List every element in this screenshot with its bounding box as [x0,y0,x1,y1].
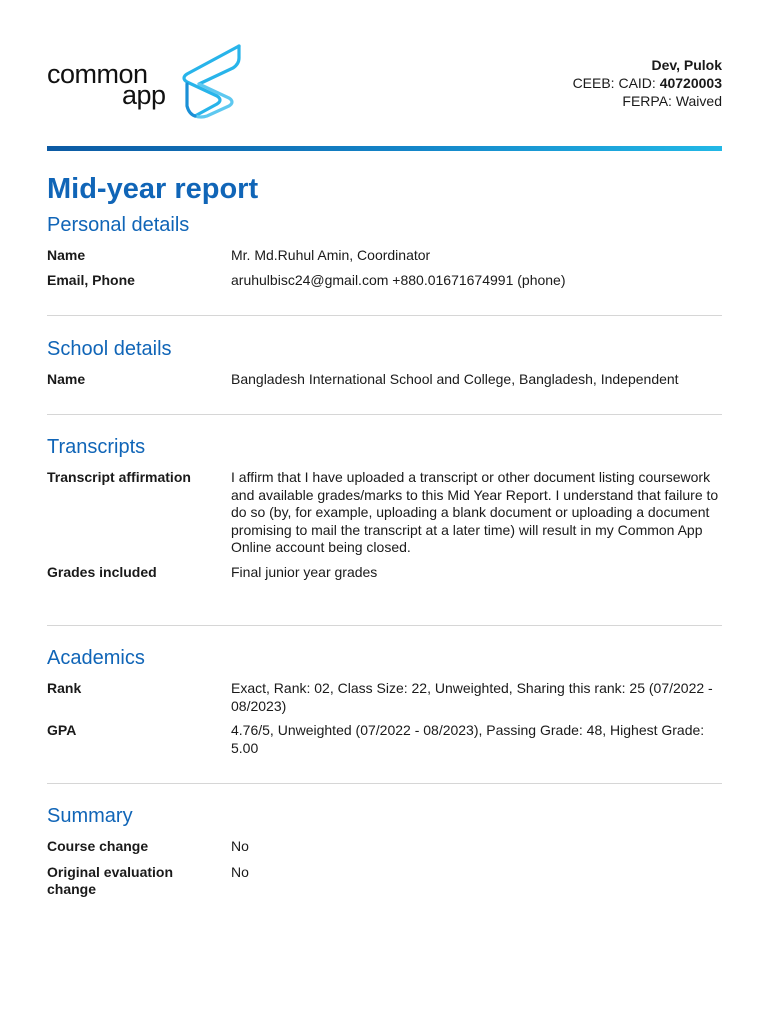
section-divider [47,414,722,415]
personal-details-section [47,213,722,289]
ferpa-status: FERPA: Waived [622,93,722,109]
field-row-gpa [47,722,722,757]
field-row-name [47,247,722,265]
ceeb-caid-line [573,74,722,92]
field-row-email-phone [47,272,722,290]
academics-section [47,646,722,757]
field-value: No [231,863,249,880]
field-label: GPA [47,722,77,738]
school-details-section [47,337,722,389]
field-row-school-name [47,371,722,389]
section-divider [47,625,722,626]
section-divider [47,783,722,784]
report-page [47,0,722,897]
field-row-transcript-affirmation [47,469,722,557]
field-row-grades-included [47,564,722,582]
summary-section [47,804,722,899]
field-value: Final junior year grades [231,563,378,580]
field-value: 4.76/5, Unweighted (07/2022 - 08/2023), Passing Grade: 48, Highest Grade: 5.00 [231,722,705,756]
field-label: Rank [47,680,82,696]
field-value: aruhulbisc24@gmail.com +880.01671674991 (phone) [231,271,566,288]
field-label: Transcript affirmation [47,469,191,485]
page-title: Mid-year report [47,173,259,205]
ceeb-caid-label: CEEB: CAID: [572,75,656,91]
section-heading-transcripts: Transcripts [47,436,146,458]
field-row-course-change [47,838,722,856]
field-label: Email, Phone [47,271,135,288]
header-gradient-rule [47,146,722,151]
section-heading-school: School details [47,338,172,360]
common-app-logo [47,44,247,119]
common-app-swoosh-icon [177,44,243,119]
field-label: Grades included [47,563,157,580]
section-heading-summary: Summary [47,805,133,827]
logo-text-common: common [47,59,148,89]
report-header [47,0,722,146]
ceeb-caid-value: 40720003 [659,75,722,91]
field-value: I affirm that I have uploaded a transcript or other document listing coursework and available grades/marks to this Mid Year Report. I understand that failure to do so (by, for example, uploading a blank document or uploading a document promising to mail the transcript at a later time) will result in my Common App Online account being closed. [231,469,719,555]
section-divider [47,315,722,316]
field-value: Mr. Md.Ruhul Amin, Coordinator [231,247,431,263]
section-heading-personal: Personal details [47,214,190,236]
field-row-original-evaluation-change [47,864,722,899]
field-row-rank [47,680,722,715]
field-label: Name [47,371,86,387]
field-value: Bangladesh International School and College, Bangladesh, Independent [231,371,679,387]
student-name: Dev, Pulok [651,57,722,73]
field-label: Original evaluation change [47,863,174,897]
field-value: No [231,838,249,854]
field-label: Course change [47,838,149,854]
section-heading-academics: Academics [47,647,145,669]
logo-text-app: app [122,80,166,110]
student-info [573,56,722,110]
field-label: Name [47,247,86,263]
field-value: Exact, Rank: 02, Class Size: 22, Unweighted, Sharing this rank: 25 (07/2022 - 08/2023) [231,680,713,714]
transcripts-section [47,435,722,581]
